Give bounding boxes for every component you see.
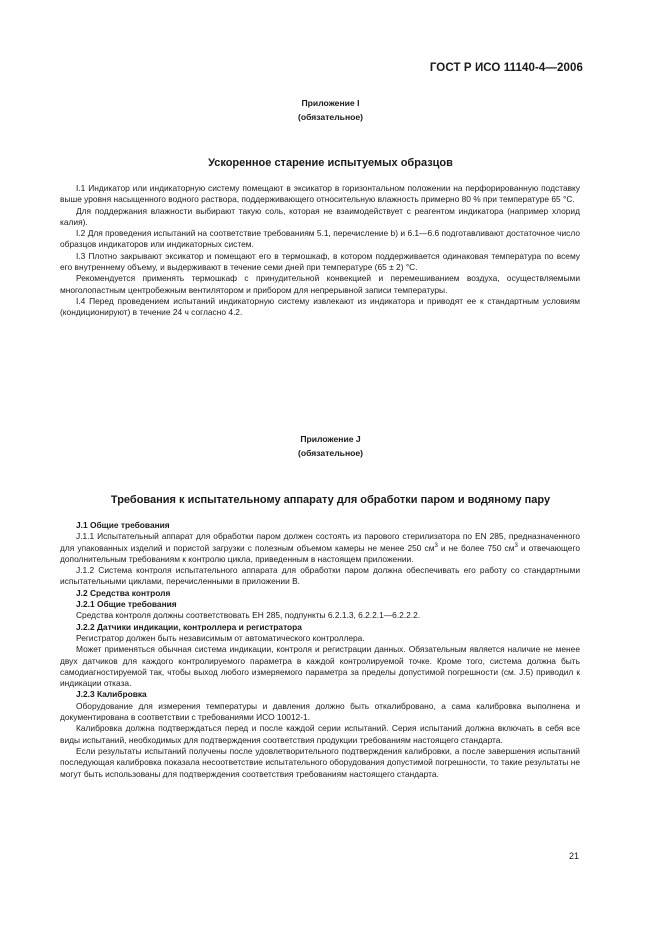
paragraph-i1-note: Для поддержания влажности выбирают такую соль, которая не взаимодействует с реагентом индикатора (например хлорид калия).: [60, 205, 580, 227]
paragraph-j2-2-a: Регистратор должен быть независимым от автоматического контроллера.: [76, 632, 365, 643]
paragraph-j2-1: Средства контроля должны соответствовать ЕН 285, подпункты 6.2.1.3, 6.2.2.1—6.2.2.2.: [76, 610, 421, 621]
document-header: ГОСТ Р ИСО 11140-4—2006: [429, 62, 583, 74]
appendix-j-label: Приложение J: [300, 434, 361, 444]
appendix-j-body: [60, 520, 580, 780]
appendix-i-status: (обязательное): [297, 112, 364, 122]
appendix-j-status: (обязательное): [297, 448, 364, 458]
paragraph-j2-3-c: Если результаты испытаний получены после удовлетворительного подтверждения калибровки, а после завершения испытаний последующая калибровка показала несоответствие испытательного оборудования допустимой погрешности, то такие результаты не могут быть использованы для подтверждения соответствия требованиям настоящего стандарта.: [60, 745, 580, 779]
paragraph-j2-3-a: Оборудование для измерения температуры и давления должно быть откалибровано, а сама калибровка выполнена и документирована в соответствии с требованиями ИСО 10012-1.: [60, 700, 580, 723]
page-number: 21: [568, 851, 579, 861]
appendix-i-heading: [0, 96, 661, 124]
paragraph-i3-note: Рекомендуется применять термошкаф с принудительной конвекцией и перемешиванием воздуха, осуществляемыми многолопастным центробежным вентилятором и прибором для непрерывной записи температуры.: [60, 273, 580, 295]
section-j1-heading: J.1 Общие требования: [76, 520, 170, 530]
paragraph-i3: I.3 Плотно закрывают эксикатор и помещают его в термошкаф, в котором поддерживается одинаковая температура по всему его внутреннему объему, и выдерживают в течение семи дней при температуре (65 ± 2) °С.: [60, 250, 580, 273]
paragraph-i4: I.4 Перед проведением испытаний индикаторную систему извлекают из индикатора и приводят ее к стандартным условиям (кондиционируют) в течение 24 ч согласно 4.2.: [60, 295, 580, 318]
paragraph-i1: I.1 Индикатор или индикаторную систему помещают в эксикатор в горизонтальном положении на перфорированную подставку выше уровня насыщенного водного раствора, поддерживающего относительную влажность примерно 80 % при температуре 65 °С.: [60, 183, 580, 205]
appendix-j-heading: [0, 432, 661, 460]
section-j2-1-heading: J.2.1 Общие требования: [76, 599, 177, 610]
paragraph-j1-2: J.1.2 Система контроля испытательного аппарата для обработки паром должна обеспечивать его работу со стандартными испытательными циклами, перечисленными в приложении В.: [60, 565, 580, 587]
appendix-i-label: Приложение I: [301, 98, 360, 108]
appendix-i-title: Ускоренное старение испытуемых образцов: [208, 157, 453, 169]
paragraph-j2-2-b: Может применяться обычная система индикации, контроля и регистрации данных. Обязательным является наличие не менее двух датчиков для каждого контролируемого параметра в каждой контролируемой точке. Кроме того, система должна быть самодиагностируемой так, чтобы выход любого измеряемого параметра за пределы допустимой погрешности (см. J.5) приводил к индикации отказа.: [60, 644, 580, 689]
section-j2-3-heading: J.2.3 Калибровка: [76, 689, 147, 700]
appendix-j-title: Требования к испытательному аппарату для обработки паром и водяному пару: [110, 494, 551, 506]
appendix-i-body: [60, 183, 580, 319]
paragraph-j2-3-b: Калибровка должна подтверждаться перед и после каждой серии испытаний. Серия испытаний должна включать в себя все виды испытаний, необходимых для подтверждения соответствия продукции требованиям настоящего стандарта.: [60, 723, 580, 745]
paragraph-i2: I.2 Для проведения испытаний на соответствие требованиям 5.1, перечисление b) и 6.1—6.6 подготавливают достаточное число образцов индикаторов или индикаторных систем.: [60, 228, 580, 250]
section-j2-2-heading: J.2.2 Датчики индикации, контроллера и регистратора: [76, 621, 302, 632]
paragraph-j1-1: J.1.1 Испытательный аппарат для обработки паром должен состоять из парового стерилизатора по EN 285, предназначенного для упакованных изделий и пористой загрузки с полезным объемом камеры не менее 250 $см^3$ и не более 750 $см^3$ и отвечающего дополнительным требованиям к контролю цикла, приведенным в настоящем приложении.: [60, 531, 580, 564]
section-j2-heading: J.2 Средства контроля: [76, 587, 171, 598]
